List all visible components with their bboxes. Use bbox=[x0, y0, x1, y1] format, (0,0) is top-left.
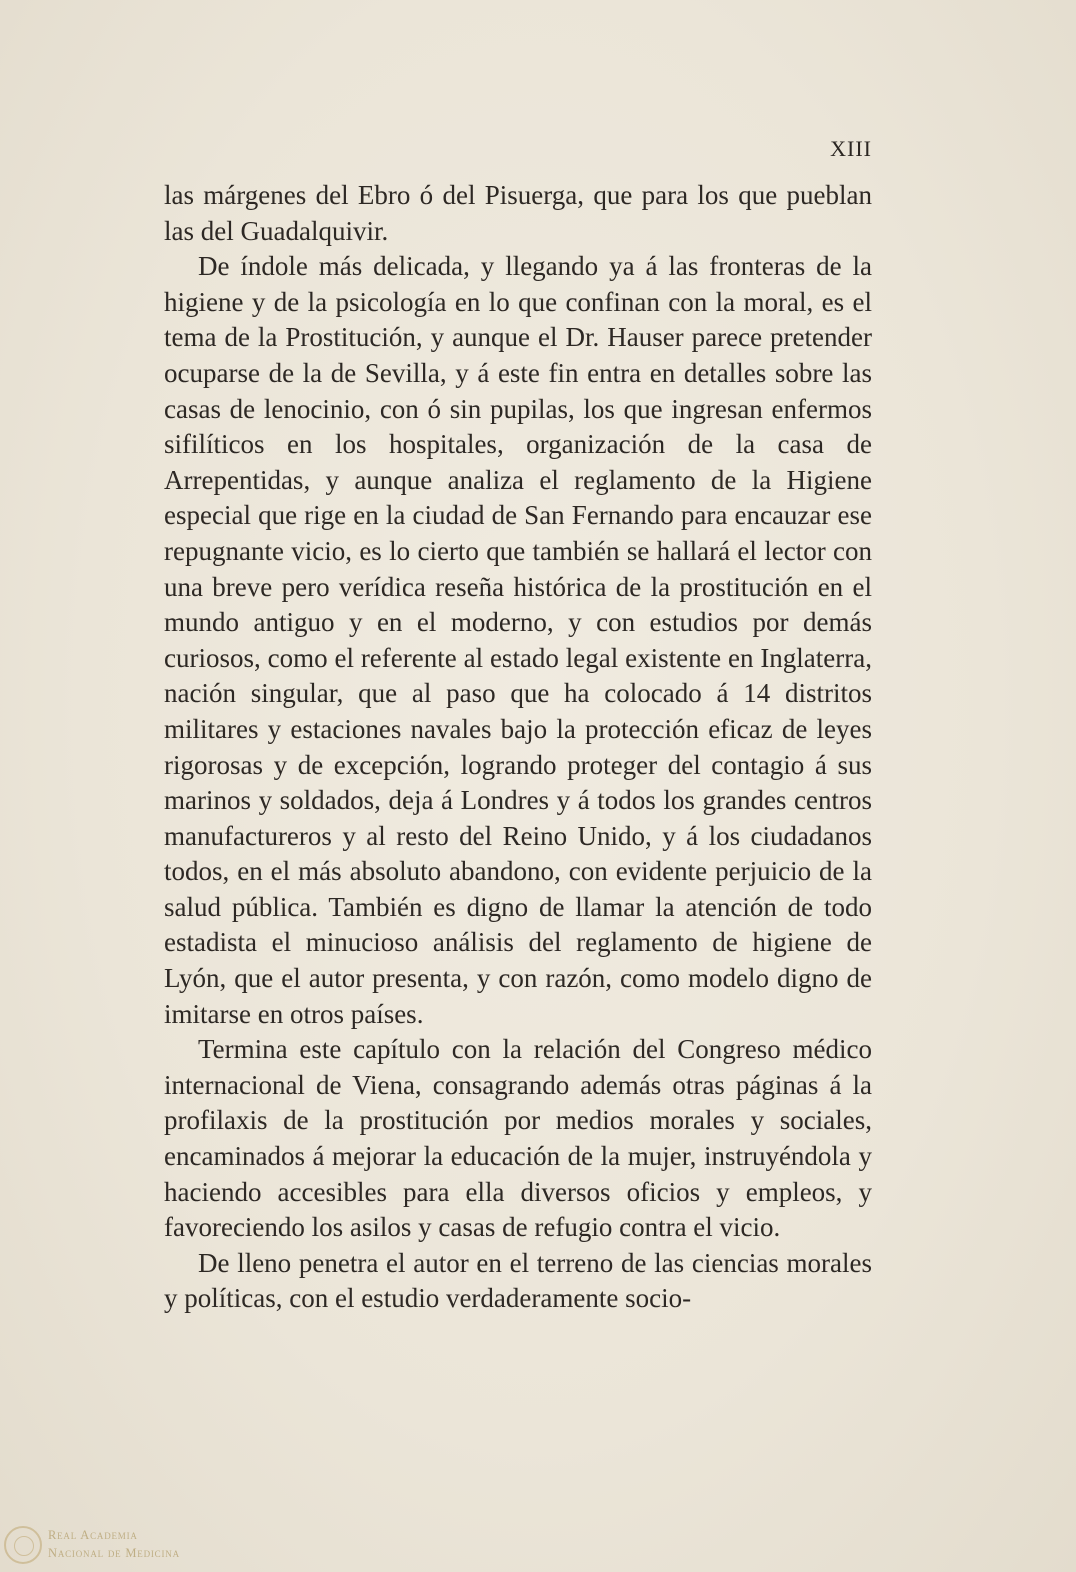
paragraph-1: las márgenes del Ebro ó del Pisuerga, que para los que pueblan las del Guadalquivir. bbox=[164, 180, 872, 246]
body-text bbox=[164, 178, 872, 1317]
watermark-line-1: Real Academia bbox=[48, 1528, 138, 1542]
paragraph-2: De índole más delicada, y llegando ya á las fronteras de la higiene y de la psicología en lo que confinan con la moral, es el tema de la Prostitución, y aunque el Dr. Hauser parece pretender ocuparse de la de Sevilla, y á este fin entra en detalles sobre las casas de lenocinio, con ó sin pupilas, los que ingresan enfermos sifilíticos en los hospitales, organización de la casa de Arrepentidas, y aunque analiza el reglamento de la Higiene especial que rige en la ciudad de San Fernando para encauzar ese repugnante vicio, es lo cierto que también se hallará el lector con una breve pero verídica reseña histórica de la prostitución en el mundo antiguo y en el moderno, y con estudios por demás curiosos, como el referente al estado legal existente en Inglaterra, nación singular, que al paso que ha colocado á 14 distritos militares y estaciones navales bajo la protección eficaz de leyes rigorosas y de excepción, logrando proteger del contagio á sus marinos y soldados, deja á Londres y á todos los grandes centros manufactureros y al resto del Reino Unido, y á los ciudadanos todos, en el más absoluto abandono, con evidente perjuicio de la salud pública. También es digno de llamar la atención de todo estadista el minucioso análisis del reglamento de higiene de Lyón, que el autor presenta, y con razón, como modelo digno de imitarse en otros países. bbox=[164, 251, 872, 1029]
watermark-line-2: Nacional de Medicina bbox=[48, 1546, 180, 1560]
academy-seal-icon bbox=[4, 1526, 42, 1564]
library-watermark bbox=[4, 1524, 204, 1568]
page-number: XIII bbox=[830, 136, 872, 161]
paragraph-3: Termina este capítulo con la relación del Congreso médico internacional de Viena, consagrando además otras páginas á la profilaxis de la prostitución por medios morales y sociales, encaminados á mejorar la educación de la mujer, instruyéndola y haciendo accesibles para ella diversos oficios y empleos, y favoreciendo los asilos y casas de refugio contra el vicio. bbox=[164, 1034, 872, 1243]
paragraph-4: De lleno penetra el autor en el terreno de las ciencias morales y políticas, con el estudio verdaderamente socio- bbox=[164, 1247, 872, 1314]
